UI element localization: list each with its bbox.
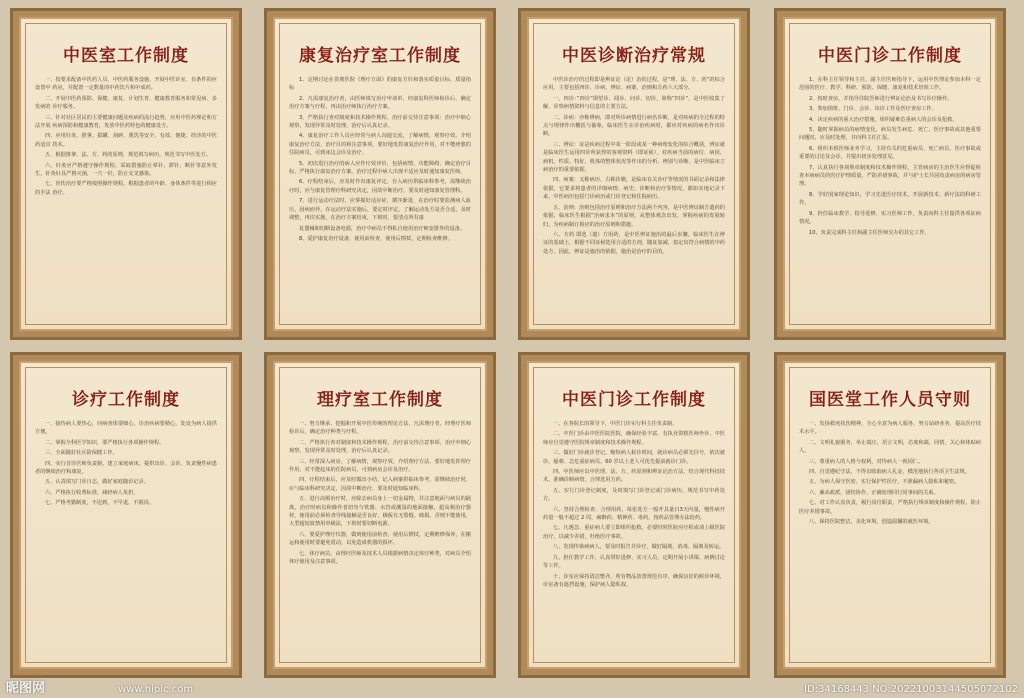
rule-paragraph: 四、病案：又称病历、古称诊籍，是临床有关诊疗等情况的书面记录和法律依据，它要求将患者的详细病情、病史、诊断和治疗等情况，都如实地记录下来，中医病历包括门诊病历或门诊登记和住院病历。 <box>543 177 725 201</box>
panel-body <box>799 76 981 237</box>
rule-paragraph: 七、骨伤治疗要严格按照操作规程，根据患者的年龄、身体条件等进行相应的手法 治疗。 <box>35 181 217 196</box>
rule-paragraph: 八、发现传染病病人，要及时报告并诊疗，做好隔离、消毒、隔离及转运。 <box>553 544 725 551</box>
panel-6 <box>264 352 496 678</box>
panel-body <box>289 420 471 567</box>
panel-8-inner <box>783 361 997 669</box>
rule-paragraph: 三、针对社区居民的主要健康问题及疾病的流行趋势，应用中医药理论和方法开展 疾病预防和健康教育，发放中医药特色的健康处方。 <box>35 114 217 130</box>
panel-body <box>35 76 217 197</box>
panel-4 <box>774 8 1006 340</box>
panel-title: 国医堂工作人员守则 <box>809 390 971 410</box>
rule-paragraph: 7、进行运动疗法时，应掌握好适应症，循序渐进，在治疗时要监测病人血压，因病而异，在运动疗法实施后，要定时评定，了解运动处方是否合适，及时调整，再次实施，在治疗方案结束，下班时，要清点所有康 <box>289 198 471 222</box>
panel-3 <box>518 8 750 340</box>
rule-paragraph: 三、做好门诊就诊登记，缩短病人候诊时间，就诊病员必须先挂号，依次就诊，疑难、急危重症病员，60 岁以上老人可优先提前就诊门诊。 <box>543 450 725 465</box>
rule-paragraph: 二、严格执行查对制度和技术操作规程，治疗前交待注意事项，治疗中细心观察，发现异常及时处理，治疗后认真记录。 <box>289 439 471 455</box>
panel-title: 康复治疗室工作制度 <box>299 46 461 66</box>
rule-paragraph: 8、学好国家理论知识，学习先进医疗技术，开展新技术、新疗法的科研工作。 <box>799 191 981 207</box>
rule-paragraph: 4、康复治疗工作人员应经常与病人沟通交流，了解病情，观察疗效，介绍康复治疗方法，治疗目的和注意事项，要好地发挥康复治疗作用，对不能痊愈的住院病员，可到床边会诊及治疗。 <box>289 133 471 157</box>
panel-1 <box>10 8 242 340</box>
rule-paragraph: 一、按要求配备中医药人员、中医药服务设施，开展中医诊室、有条件的应设置中 药房，并配置一定数量的中药饮片和中成药。 <box>35 77 217 92</box>
rule-paragraph: 二、中医门诊由中医医院医院，确保经验丰富，有执业资格医师坐诊，中医师应自觉遵守医院规章制度和技术操作规程。 <box>543 431 725 446</box>
watermark-url: www.nipic.com <box>118 684 194 695</box>
rule-paragraph: 8、爱护康复治疗设备，使用前检查，使用后擦拭，定期检查维修。 <box>299 235 453 242</box>
rule-paragraph: 二、诊病：亦称辨病，即对所诊病情进行病名诊断，是对疾病的全过程的特点与规律作出概括与抽象，临床医生在诊治疾病时，都应对疾病的病名作出诊断。 <box>543 114 725 138</box>
panel-title: 诊疗工作制度 <box>72 390 180 410</box>
panel-8 <box>774 352 1006 678</box>
rule-paragraph: 六、严格执行收费标准，减轻病人负担。 <box>45 489 139 496</box>
rule-paragraph: 一、发扬救死扶伤精神，全心全意为病人服务，努力钻研业务，提高医疗技术水平。 <box>799 421 981 436</box>
panel-title: 中医门诊工作制度 <box>818 46 962 66</box>
panel-7 <box>518 352 750 678</box>
rule-paragraph: 复器械和切断设备电源，治疗中病员不得私自使用治疗师安排外的设备。 <box>299 225 466 232</box>
panel-body <box>543 76 725 256</box>
panel-5 <box>10 352 242 678</box>
rule-paragraph: 四、应用针灸、推拿、拔罐、刮痧、熏洗等安全、有效、便捷、经济的中医药适宜 技术。 <box>35 133 217 148</box>
rule-paragraph: 七、严格考勤制度，不迟到，不早退，不脱岗。 <box>45 500 154 507</box>
panel-7-inner <box>527 361 741 669</box>
rule-paragraph: 5、随时掌握病员的病情变化，病员发生病危、死亡、医疗事故或其他重要问题时，应及时处理，并向科主任汇报。 <box>799 127 981 142</box>
panel-title: 中医门诊工作制度 <box>562 390 706 410</box>
rule-paragraph: 二、文明礼貌服务，举止端庄，语言文明，态度和蔼，同情，关心和体贴病人。 <box>799 439 981 455</box>
rule-paragraph: 五、治则：治则包括治疗原则和治疗方法两个内容，是中医辨证制方遣药的依据，临床医生根据”治病求本”的原则，从整体观念出发，掌握疾病的发展转归，为疾病制订相应的治疗原则和措施。 <box>543 204 725 228</box>
rule-paragraph: 三、全面做好社区防保健工作。 <box>45 450 118 457</box>
rule-paragraph: 一、努力继承、挖掘和开展中医传统的理论方法，凡需理疗者，经理疗医师检诊后，确定治疗种类与疗程。 <box>289 421 471 436</box>
panel-4-inner <box>783 17 997 331</box>
rule-paragraph: 3、严格执行查对制度和技术操作规程，治疗前交待注意事项：治疗中细心观察，发现异常及时处理，治疗后认真记录。 <box>289 114 471 130</box>
rule-paragraph: 六、要爱护理疗仪器，做到使用前检查，使用后擦拭，定期维修保养，在搬运和使用时要避免震动，以免造成机器的损坏。 <box>289 531 471 547</box>
rule-paragraph: 六、方药 即选（遣）方用药，是中医辨证施治的最后步骤，临床医生在辨证的基础上，根据不同证候选用合适的方剂，随证加减，拟定出符合病情的中药处方，因此，辨证是施治的依据，施治是治疗的目的。 <box>543 231 725 255</box>
rule-paragraph: 五、实行门诊登记制度，及时填写门诊登记或门诊病历，规范书写中药处方。 <box>543 487 725 503</box>
rule-paragraph: 四、实行首诊医师负责制，建立家庭病床，提供出诊、会诊、负责慢性病患者的继续治疗和康复。 <box>35 460 217 476</box>
panel-2 <box>264 8 496 340</box>
rule-paragraph: 1、定期讨论在贯彻医院《理疗方面》的康复方针和落实质量目标、质量指标 <box>289 77 471 92</box>
rule-paragraph: 10、负责完成科主任和副主任医师交办的其它工作。 <box>809 229 930 236</box>
rule-paragraph: 六、针灸应严格遵守操作规程，采取措施防止晕针、滞针、断针等意外发生，针灸针具严格灭菌，一穴一针，防止交叉感染。 <box>35 162 217 178</box>
rule-paragraph: 八、保持医院整洁，美化环境，创造温馨的就医环境。 <box>809 519 934 526</box>
rule-paragraph: 7、认真执行各项规章制度和技术操作规程，主管病房的主治医生应督促检查本病病员的医疗护理质量，严防差错事故，并与护士长共同负责病房的病房管理。 <box>799 164 981 188</box>
panel-5-inner <box>19 361 233 669</box>
rule-paragraph: 5、初次进行治疗的病人应作疗效评价，包括病情、功能障碍、确定治疗目标，严格执行康复治疗方案，治疗过程中病人出现不适应及时通知康复医师。 <box>289 160 471 176</box>
rule-paragraph: 2、凡需康复治疗者，由医师填写治疗申请单，经康复科医师检诊后，确定治疗方案与疗程，再由治疗师执行治疗方案。 <box>289 95 471 111</box>
rule-paragraph: 二、掌握全科医学知识，要严格执行各项操作规程。 <box>45 439 165 446</box>
rule-paragraph: 七、休疗病员，由理疗医师及技术人员根据病情决定休疗种类，对病员介绍休疗使用及注意事项。 <box>289 550 471 566</box>
rule-paragraph: 6、组织本组医师业务学习，主持有关的危重病员、死亡病员、医疗事故或重要的讨论及会诊，并提出初步处理意见。 <box>799 145 981 161</box>
rule-paragraph: 三、辨证：证是疾病过程中某一阶段或某一种病理变化的综合概括，辨证就是临床医生运用四诊所获得的客观资料（即证候），对疾病当前的病位、病因、病机、性质、特征、机体的整体状况等作出的分析，辨别与诊断，是中医临床立病治疗的重要依据。 <box>543 141 725 174</box>
rule-paragraph: 六、坚持合理检查、合理用药，每张处方一般开具量日3天内量，慢性病开药量一般不超过 2 周，麻醉药、精神药、毒药，按药品管理办法给药。 <box>543 506 725 522</box>
rule-paragraph: 十、诊室应保持清洁整齐，所有物品放置规范有序，确保良好的候诊环境，诊室备有遮挡设施，保护病人隐私权。 <box>543 573 725 588</box>
watermark-site-name: 昵图网 <box>6 681 46 696</box>
rule-paragraph: 4、决定疾病的重大治疗措施，组织疑难危重病人的会诊及抢救。 <box>809 116 958 123</box>
rule-paragraph: 五、进行高频治疗时，应除去病员身上一切金属物，并注意地面与病员的隔离，治疗时病员和操作者切勿与铁器、水管或潮湿的地面接触，超高频治疗器材，使用前必须检查导线接触是否良好，极板有无裂缝、破损，否则不能使用，大型超短波禁用单极法，下班时要切断电源。 <box>289 496 471 528</box>
rule-paragraph: 6、疗程结束后，应及时作出康复评定，存入病历供临床科参考，需继续治疗时，应与康复管理疗科研究决定，因故中断治疗，要及时通知康复管理科。 <box>289 179 471 194</box>
rule-paragraph: 六、廉从政派，团结协作，正确处理同行同事间的关系。 <box>809 489 939 496</box>
panel-title: 中医室工作制度 <box>63 46 189 66</box>
rule-paragraph: 五、认真填写门诊日志，做好家庭随访记录。 <box>45 479 149 486</box>
rule-paragraph: 三、尊重病人的人格与权利，对待病人一视同仁。 <box>809 458 924 465</box>
rule-paragraph: 三、经常深入病房，了解病情，观察疗效，介绍理疗方法，要好地发挥理疗作用，对不能起床的住院病员，可到病房会诊及治疗。 <box>289 458 471 474</box>
panel-title: 理疗室工作制度 <box>317 390 443 410</box>
rule-paragraph: 四、中医师应以中医理、法、方、药原则和辨证论治方法，结合现代科技技术，准确诊断病情，合理选用方药。 <box>543 469 725 484</box>
rule-paragraph: 七、对工作认真负责，履行岗位职责，严格执行规章制度和操作规程，防止医疗差错事故。 <box>799 500 981 515</box>
panel-6-inner <box>273 361 487 669</box>
panel-body <box>289 76 471 243</box>
panel-3-inner <box>527 17 741 331</box>
panel-2-inner <box>273 17 487 331</box>
panel-1-inner <box>19 17 233 331</box>
panel-body <box>35 420 217 508</box>
rule-paragraph: 3、参加值班、门诊、会诊、出诊工作及医疗查房工作。 <box>809 106 937 113</box>
rule-paragraph: 中医诊治疗的过程即是辨证论（论）治的过程，是”理、法、方、药”的综合应用，主要包括四诊、诊病、辨证、病案、治则和方药六大部分。 <box>543 77 725 92</box>
rule-paragraph: 2、按时查房，并指导住院医师进行辨证论治及书写诊疗操作。 <box>809 95 953 102</box>
rule-paragraph: 一、在各院长的领导下，中医门诊实行科主任负责制。 <box>553 421 678 427</box>
panel-body <box>799 420 981 526</box>
rule-paragraph: 一、四诊：”四诊”即望诊、闻诊、问诊、切诊，简称”四诊”，是中医收集了解、诊察病情资料与信息的主要方法。 <box>543 95 725 111</box>
watermark-id: ID:34168443 NO:20221003144505072102 <box>804 684 1018 695</box>
panel-title: 中医诊断治疗常规 <box>562 46 706 66</box>
rule-paragraph: 五、为病人保守医密，实行保护性医疗，不泄漏病人隐私和秘密。 <box>809 479 960 486</box>
rule-paragraph: 九、担任教学工作，认真带好进修、实习人员，定期开展小讲课、病例讨论等工作。 <box>543 554 725 570</box>
rule-paragraph: 一、接待病人要热心，问病查体要细心，诊治疾病要精心，处处为病人提供方便。 <box>35 421 217 436</box>
rule-paragraph: 四、疗程结束后，应及时做出小结，记入病案供临床参考，需继续治疗时，应与临床科研究决定，因故中断治疗，要及时通知临床科。 <box>289 477 471 492</box>
rule-paragraph: 五、根据推拿、法、方、药的原则，规范填写病历，规范书写中医处方。 <box>45 152 212 159</box>
panel-body <box>543 420 725 589</box>
rule-paragraph: 四、自觉遵纪守法，不得以收取病人礼金，模范地执行各项卫生法规。 <box>809 469 970 476</box>
rule-paragraph: 9、担任临床教学，指导进修、实习医师工作，负责向科主任提供各项证病情况。 <box>799 210 981 226</box>
rule-paragraph: 1、在科主任领导和主任、副主任医师指导下，运用中医理论参加本科一定范围的医疗、教学、科研、预防、保健、康复和技术培训工作。 <box>799 77 981 92</box>
rule-paragraph: 七、凡遇急、重症病人要立即组织抢救，必要时时医院应疗程或请上级医院治疗，以减少差错，杜绝医疗事故。 <box>543 525 725 540</box>
rule-paragraph: 二、开展中医药预防、保健、康复、计划生育、健康教育服务和常见病、多发病的 诊疗服务。 <box>35 95 217 111</box>
